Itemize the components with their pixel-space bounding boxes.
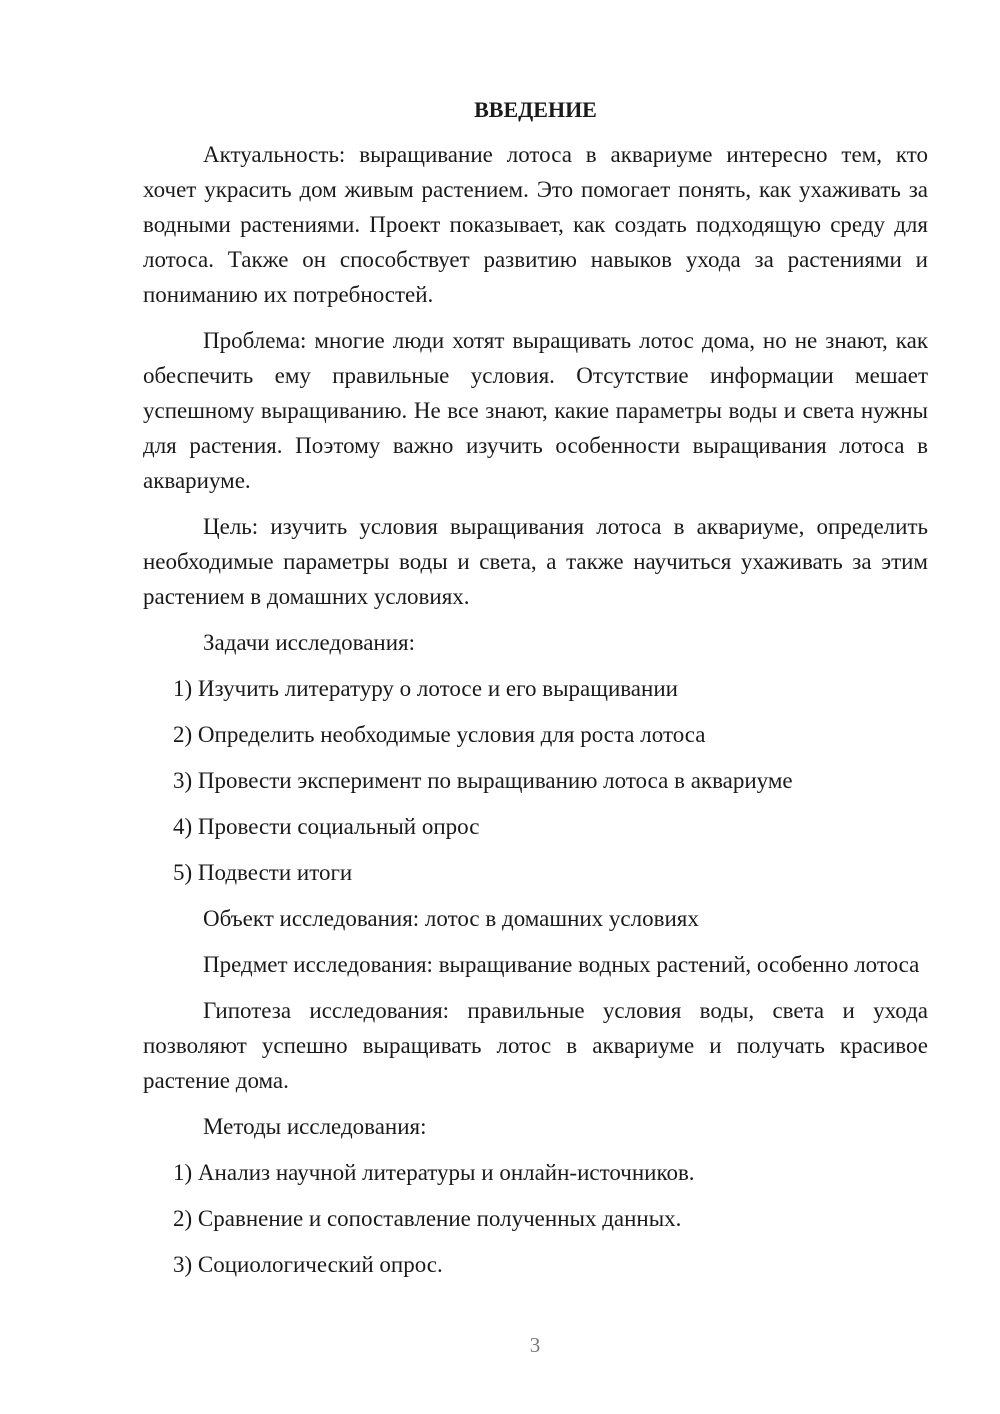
list-item: 2) Сравнение и сопоставление полученных данных. bbox=[173, 1206, 682, 1231]
list-item: 3) Социологический опрос. bbox=[173, 1252, 443, 1277]
list-item: 1) Анализ научной литературы и онлайн-источников. bbox=[173, 1160, 695, 1185]
methods-list bbox=[143, 1155, 928, 1282]
list-item: 1) Изучить литературу о лотосе и его выращивании bbox=[173, 676, 678, 701]
paragraph-problem: Проблема: многие люди хотят выращивать лотос дома, но не знают, как обеспечить ему правильные условия. Отсутствие информации мешает успешному выращиванию. Не все знают, какие параметры воды и света нужны для растения. Поэтому важно изучить особенности выращивания лотоса в аквариуме. bbox=[143, 328, 928, 493]
paragraph-subject: Предмет исследования: выращивание водных растений, особенно лотоса bbox=[203, 952, 920, 977]
paragraph-hypothesis: Гипотеза исследования: правильные условия воды, света и ухода позволяют успешно выращивать лотос в аквариуме и получать красивое растение дома. bbox=[143, 998, 928, 1093]
methods-heading: Методы исследования: bbox=[203, 1114, 427, 1139]
tasks-heading: Задачи исследования: bbox=[203, 630, 416, 655]
list-item: 3) Провести эксперимент по выращиванию лотоса в аквариуме bbox=[173, 768, 793, 793]
list-item: 5) Подвести итоги bbox=[173, 860, 353, 885]
paragraph-relevance: Актуальность: выращивание лотоса в аквариуме интересно тем, кто хочет украсить дом живым растением. Это помогает понять, как ухаживать за водными растениями. Проект показывает, как создать подходящую среду для лотоса. Также он способствует развитию навыков ухода за растениями и пониманию их потребностей. bbox=[143, 142, 928, 307]
paragraph-object: Объект исследования: лотос в домашних условиях bbox=[203, 906, 699, 931]
list-item: 4) Провести социальный опрос bbox=[173, 814, 480, 839]
paragraph-goal: Цель: изучить условия выращивания лотоса в аквариуме, определить необходимые параметры воды и света, а также научиться ухаживать за этим растением в домашних условиях. bbox=[143, 514, 928, 609]
page-number: 3 bbox=[529, 1333, 541, 1357]
section-title: ВВЕДЕНИЕ bbox=[474, 97, 597, 122]
list-item: 2) Определить необходимые условия для роста лотоса bbox=[173, 722, 706, 747]
document-body bbox=[143, 95, 928, 1293]
tasks-list bbox=[143, 671, 928, 890]
